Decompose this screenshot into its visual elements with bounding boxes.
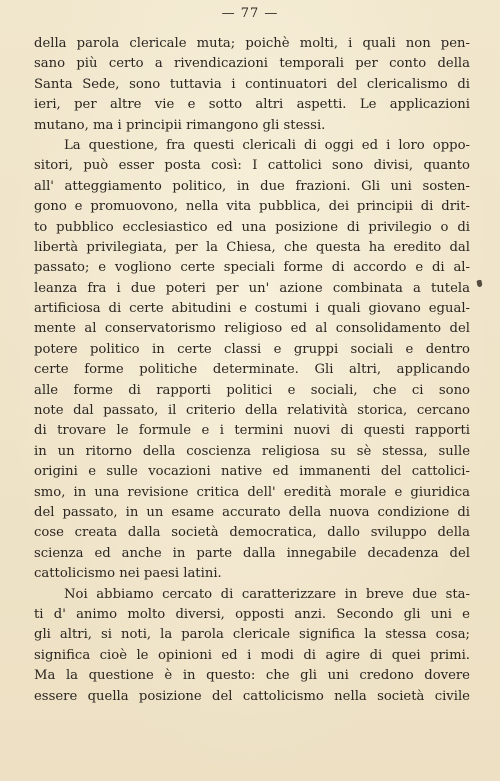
text-line: all' atteggiamento politico, in due frazioni. Gli uni sosten-	[34, 178, 470, 194]
text-line: gli altri, si noti, la parola clericale significa la stessa cosa;	[34, 627, 470, 643]
text-line: mente al conservatorismo religioso ed al consolidamento del	[34, 321, 470, 337]
text-line: passato; e vogliono certe speciali forme di accordo e di al-	[34, 260, 470, 276]
text-line: significa cioè le opinioni ed i modi di agire di quei primi.	[34, 647, 470, 663]
text-line: del passato, in un esame accurato della nuova condizione di	[34, 504, 470, 520]
body-text	[34, 34, 470, 707]
text-line: cattolicismo nei paesi latini.	[34, 566, 222, 582]
page-number: — 77 —	[221, 6, 279, 21]
text-line: leanza fra i due poteri per un' azione combinata a tutela	[34, 280, 470, 296]
text-line: essere quella posizione del cattolicismo nella società civile	[34, 688, 470, 704]
text-line: certe forme politiche determinate. Gli altri, applicando	[34, 362, 470, 378]
text-line: scienza ed anche in parte dalla innegabile decadenza del	[34, 545, 470, 561]
text-line: sitori, può esser posta così: I cattolici sono divisi, quanto	[34, 158, 470, 174]
text-line: di trovare le formule e i termini nuovi di questi rapporti	[34, 423, 470, 439]
text-line: potere politico in certe classi e gruppi sociali e dentro	[34, 341, 470, 357]
text-line: artificiosa di certe abitudini e costumi i quali giovano egual-	[34, 301, 470, 317]
text-line: gono e promuovono, nella vita pubblica, dei principii di drit-	[34, 199, 470, 215]
text-line: note dal passato, il criterio della relatività storica, cercano	[34, 403, 470, 419]
text-line: alle forme di rapporti politici e sociali, che ci sono	[34, 382, 470, 398]
text-line: libertà privilegiata, per la Chiesa, che questa ha eredito dal	[34, 239, 470, 255]
text-line: Noi abbiamo cercato di caratterizzare in breve due sta-	[64, 586, 470, 602]
text-line: sano più certo a rivendicazioni temporali per conto della	[34, 56, 470, 72]
text-line: ieri, per altre vie e sotto altri aspetti. Le applicazioni	[34, 97, 470, 113]
text-line: to pubblico ecclesiastico ed una posizione di privilegio o di	[34, 219, 470, 235]
text-line: ti d' animo molto diversi, opposti anzi. Secondo gli uni e	[34, 606, 470, 622]
text-line: Santa Sede, sono tuttavia i continuatori del clericalismo di	[34, 76, 470, 92]
text-line: mutano, ma i principii rimangono gli stessi.	[34, 117, 326, 133]
text-line: cose creata dalla società democratica, dallo sviluppo della	[34, 525, 470, 541]
text-line: in un ritorno della coscienza religiosa su sè stessa, sulle	[34, 443, 470, 459]
text-line: origini e sulle vocazioni native ed immanenti del cattolici-	[34, 464, 470, 480]
text-line: della parola clericale muta; poichè molti, i quali non pen-	[34, 36, 470, 51]
text-line: La questione, fra questi clericali di oggi ed i loro oppo-	[64, 137, 470, 153]
margin-ink-mark	[476, 280, 482, 288]
text-line: smo, in una revisione critica dell' eredità morale e giuridica	[34, 484, 470, 500]
text-line: Ma la questione è in questo: che gli uni credono dovere	[34, 668, 470, 684]
